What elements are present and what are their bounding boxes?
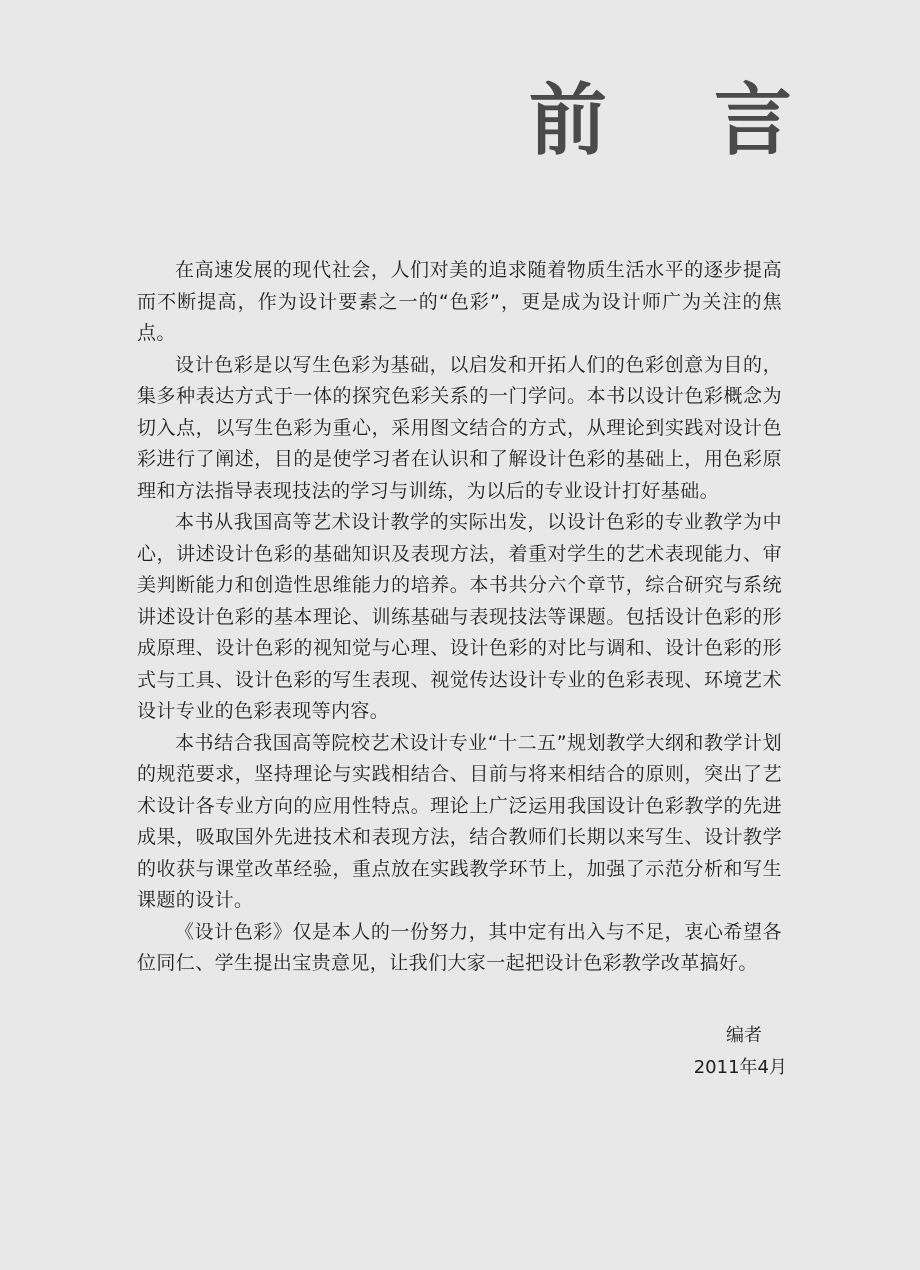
paragraph-4: 本书结合我国高等院校艺术设计专业“十二五”规划教学大纲和教学计划的规范要求，坚持理论与实践相结合、目前与将来相结合的原则，突出了艺术设计各专业方向的应用性特点。理论上广泛运用我国设计色彩教学的先进成果，吸取国外先进技术和表现方法，结合教师们长期以来写生、设计教学的收获与课堂改革经验，重点放在实践教学环节上，加强了示范分析和写生课题的设计。 — [137, 731, 782, 911]
preface-body — [137, 255, 782, 980]
page-title: 前 言 — [528, 75, 832, 166]
paragraph-2: 设计色彩是以写生色彩为基础，以启发和开拓人们的色彩创意为目的，集多种表达方式于一体的探究色彩关系的一门学问。本书以设计色彩概念为切入点，以写生色彩为重心，采用图文结合的方式，从理论到实践对设计色彩进行了阐述，目的是使学习者在认识和了解设计色彩的基础上，用色彩原理和方法指导表现技法的学习与训练，为以后的专业设计打好基础。 — [137, 353, 782, 502]
signature-date: 2011年4月 — [693, 1057, 787, 1078]
paragraph-1: 在高速发展的现代社会，人们对美的追求随着物质生活水平的逐步提高而不断提高，作为设计要素之一的“色彩”，更是成为设计师广为关注的焦点。 — [137, 259, 782, 344]
signature-block — [694, 1020, 787, 1084]
paragraph-3: 本书从我国高等艺术设计教学的实际出发，以设计色彩的专业教学为中心，讲述设计色彩的基础知识及表现方法，着重对学生的艺术表现能力、审美判断能力和创造性思维能力的培养。本书共分六个章节，综合研究与系统讲述设计色彩的基本理论、训练基础与表现技法等课题。包括设计色彩的形成原理、设计色彩的视知觉与心理、设计色彩的对比与调和、设计色彩的形式与工具、设计色彩的写生表现、视觉传达设计专业的色彩表现、环境艺术设计专业的色彩表现等内容。 — [137, 511, 782, 722]
signature-author: 编者 — [726, 1025, 762, 1046]
paragraph-5: 《设计色彩》仅是本人的一份努力，其中定有出入与不足，衷心希望各位同仁、学生提出宝贵意见，让我们大家一起把设计色彩教学改革搞好。 — [137, 920, 782, 974]
